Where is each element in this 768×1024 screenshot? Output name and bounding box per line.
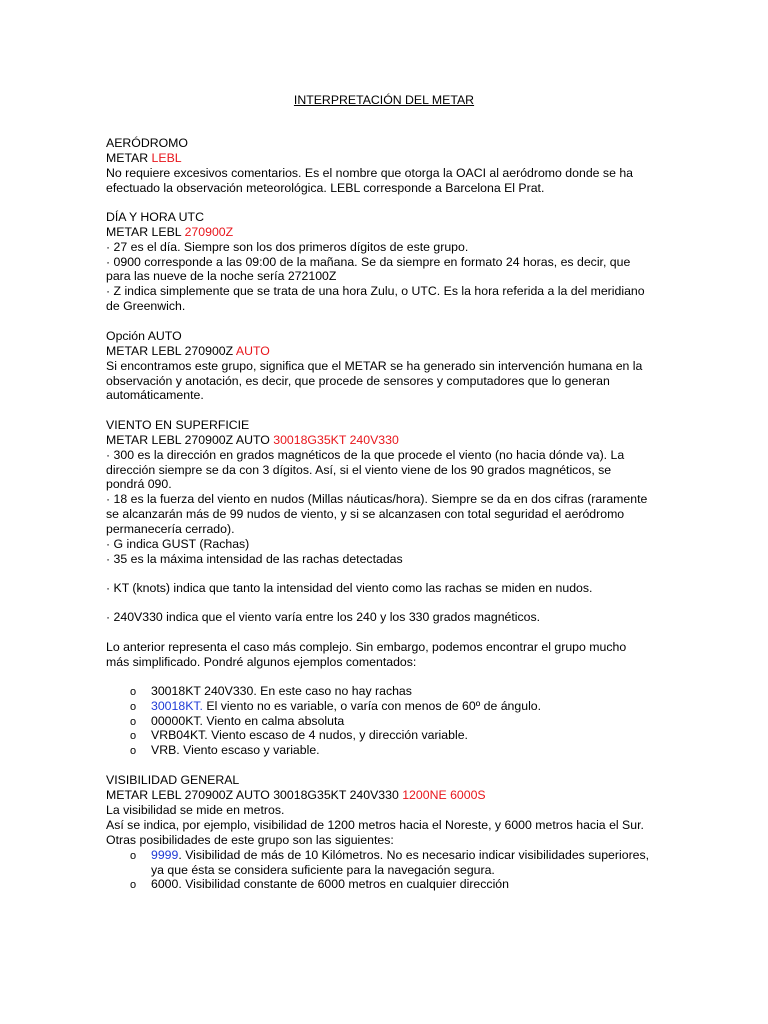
section-heading-auto: Opción AUTO bbox=[106, 329, 182, 343]
list-item-text: . Visibilidad de más de 10 Kilómetros. No es necesario indicar visibilidades superiores, bbox=[178, 848, 650, 862]
section-heading-viento: VIENTO EN SUPERFICIE bbox=[106, 418, 250, 432]
list-bullet: o bbox=[130, 686, 137, 698]
document-title: INTERPRETACIÓN DEL METAR bbox=[293, 93, 475, 107]
paragraph-line: se alcanzarán más de 99 nudos de viento, y si se alcanzasen con total seguridad el aeródromo bbox=[106, 507, 625, 521]
paragraph-line: efectuado la observación meteorológica. LEBL corresponde a Barcelona El Prat. bbox=[106, 181, 545, 195]
metar-code-highlight: 30018G35KT 240V330 bbox=[273, 433, 399, 447]
list-item: 6000. Visibilidad constante de 6000 metros en cualquier dirección bbox=[151, 877, 509, 891]
metar-code-prefix: METAR LEBL 270900Z bbox=[106, 344, 236, 358]
list-bullet: o bbox=[130, 730, 137, 742]
paragraph-line: · 300 es la dirección en grados magnéticos de la que procede el viento (no hacia dónde va). La bbox=[106, 448, 625, 462]
paragraph-line: · 0900 corresponde a las 09:00 de la mañana. Se da siempre en formato 24 horas, es decir, que bbox=[106, 255, 631, 269]
metar-code-prefix: METAR bbox=[106, 151, 152, 165]
metar-code-highlight: 270900Z bbox=[184, 225, 234, 239]
metar-code-highlight: AUTO bbox=[235, 344, 270, 358]
paragraph-line: Lo anterior representa el caso más complejo. Sin embargo, podemos encontrar el grupo mucho bbox=[106, 640, 627, 654]
paragraph-line: permanecería cerrado). bbox=[106, 522, 235, 536]
paragraph-line: La visibilidad se mide en metros. bbox=[106, 803, 285, 817]
list-item-text: El viento no es variable, o varía con menos de 60º de ángulo. bbox=[202, 699, 542, 713]
list-item bbox=[151, 699, 541, 714]
paragraph-line: pondrá 090. bbox=[106, 477, 172, 491]
paragraph-line: · G indica GUST (Rachas) bbox=[106, 537, 250, 551]
paragraph-line: observación y anotación, es decir, que procede de sensores y computadores que lo generan bbox=[106, 374, 610, 388]
paragraph-line: · 240V330 indica que el viento varía entre los 240 y los 330 grados magnéticos. bbox=[106, 610, 541, 624]
list-bullet: o bbox=[130, 745, 137, 757]
list-item: VRB04KT. Viento escaso de 4 nudos, y dirección variable. bbox=[151, 728, 468, 742]
list-item-continuation: ya que ésta se considera suficiente para la navegación segura. bbox=[151, 863, 495, 877]
section-heading-dia-hora: DÍA Y HORA UTC bbox=[106, 210, 204, 224]
list-item: 30018KT 240V330. En este caso no hay rachas bbox=[151, 684, 412, 698]
metar-code-prefix: METAR LEBL bbox=[106, 225, 185, 239]
metar-code-auto bbox=[106, 344, 270, 359]
list-item bbox=[151, 848, 662, 863]
list-item-highlight: 30018KT. bbox=[151, 699, 203, 713]
list-bullet: o bbox=[130, 879, 137, 891]
metar-code-highlight: 1200NE 6000S bbox=[402, 788, 486, 802]
metar-code-prefix: METAR LEBL 270900Z AUTO 30018G35KT 240V330 bbox=[106, 788, 403, 802]
paragraph-line: · 27 es el día. Siempre son los dos primeros dígitos de este grupo. bbox=[106, 240, 469, 254]
paragraph-line: No requiere excesivos comentarios. Es el nombre que otorga la OACI al aeródromo donde se ha bbox=[106, 166, 634, 180]
metar-code-viento bbox=[106, 433, 399, 448]
paragraph-line: de Greenwich. bbox=[106, 299, 186, 313]
list-item: 00000KT. Viento en calma absoluta bbox=[151, 714, 345, 728]
metar-code-dia bbox=[106, 225, 233, 240]
paragraph-line: para las nueve de la noche sería 272100Z bbox=[106, 269, 337, 283]
paragraph-line: · 35 es la máxima intensidad de las rachas detectadas bbox=[106, 552, 403, 566]
paragraph-line: Así se indica, por ejemplo, visibilidad de 1200 metros hacia el Noreste, y 6000 metros hacia el Sur. bbox=[106, 818, 644, 832]
paragraph-line: · KT (knots) indica que tanto la intensidad del viento como las rachas se miden en nudos. bbox=[106, 581, 593, 595]
paragraph-line: Si encontramos este grupo, significa que el METAR se ha generado sin intervención humana en la bbox=[106, 359, 643, 373]
section-heading-aerodromo: AERÓDROMO bbox=[106, 136, 188, 150]
list-bullet: o bbox=[130, 716, 137, 728]
metar-code-highlight: LEBL bbox=[151, 151, 182, 165]
list-item: VRB. Viento escaso y variable. bbox=[151, 743, 320, 757]
paragraph-line: automáticamente. bbox=[106, 388, 204, 402]
paragraph-line: · 18 es la fuerza del viento en nudos (Millas náuticas/hora). Siempre se da en dos cifras (raramente bbox=[106, 492, 648, 506]
list-item-highlight: 9999 bbox=[151, 848, 179, 862]
list-bullet: o bbox=[130, 850, 137, 862]
metar-code-aerodromo bbox=[106, 151, 182, 166]
paragraph-line: · Z indica simplemente que se trata de una hora Zulu, o UTC. Es la hora referida a la del meridiano bbox=[106, 284, 645, 298]
metar-code-prefix: METAR LEBL 270900Z AUTO bbox=[106, 433, 274, 447]
paragraph-line: más simplificado. Pondré algunos ejemplos comentados: bbox=[106, 655, 417, 669]
paragraph-line: Otras posibilidades de este grupo son las siguientes: bbox=[106, 833, 394, 847]
paragraph-line: dirección siempre se da con 3 dígitos. Así, si el viento viene de los 90 grados magnéticos, se bbox=[106, 463, 612, 477]
section-heading-visibilidad: VISIBILIDAD GENERAL bbox=[106, 773, 240, 787]
list-bullet: o bbox=[130, 701, 137, 713]
metar-code-visibilidad bbox=[106, 788, 486, 803]
